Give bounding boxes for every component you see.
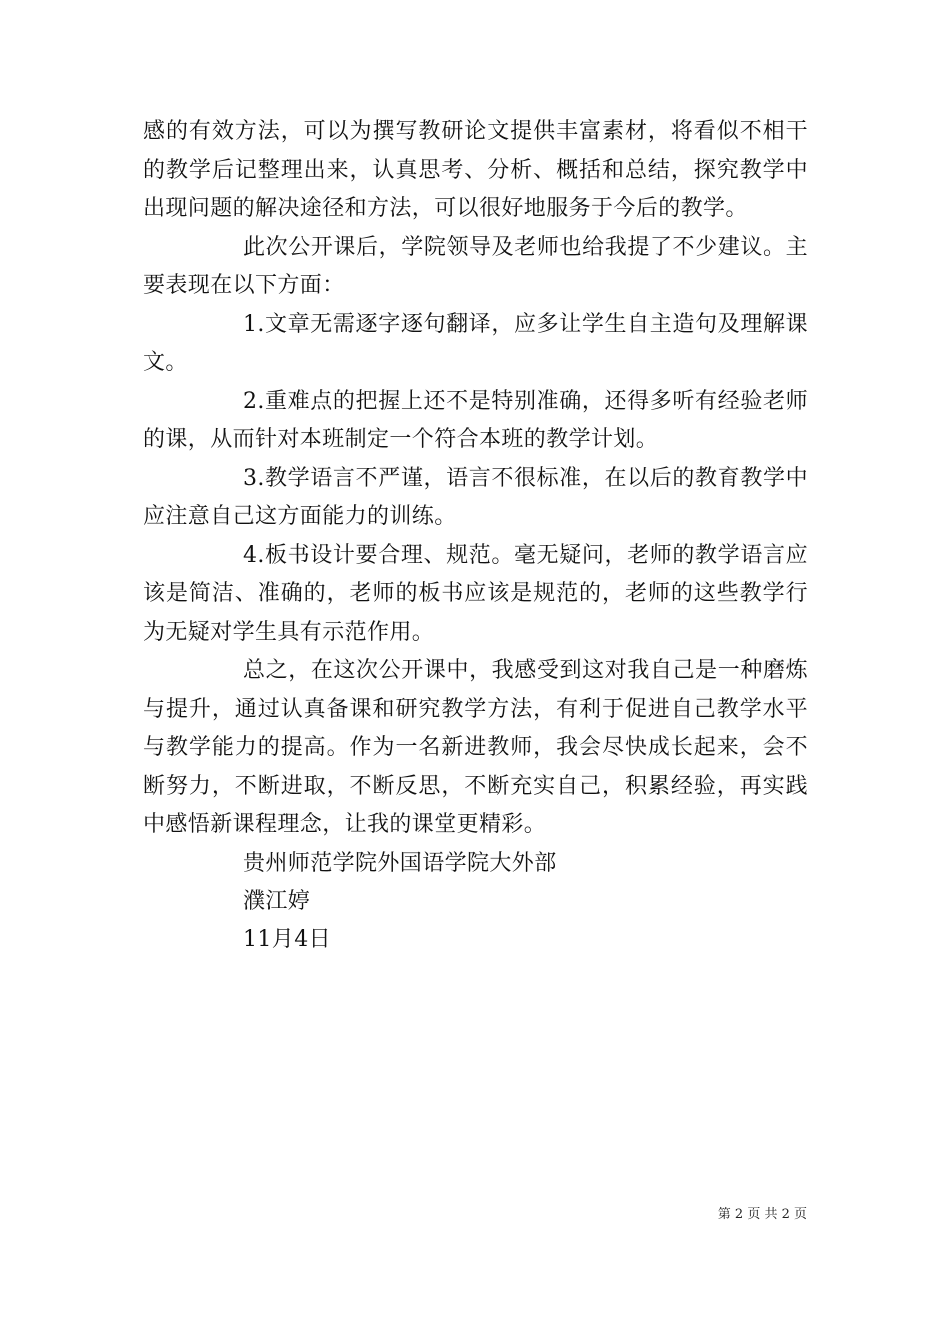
signature-name: 濮江婷 xyxy=(243,888,311,914)
paragraph-suggestions-intro: 此次公开课后，学院领导及老师也给我提了不少建议。主要表现在以下方面： xyxy=(143,234,808,298)
suggestion-item-2: 2.重难点的把握上还不是特别准确，还得多听有经验老师的课，从而针对本班制定一个符合本班的教学计划。 xyxy=(143,388,808,452)
document-body xyxy=(143,113,808,959)
signature-organization: 贵州师范学院外国语学院大外部 xyxy=(243,850,557,876)
paragraph-continuation: 感的有效方法，可以为撰写教研论文提供丰富素材，将看似不相干的教学后记整理出来，认真思考、分析、概括和总结，探究教学中出现问题的解决途径和方法，可以很好地服务于今后的教学。 xyxy=(143,119,808,221)
signature-date: 11月4日 xyxy=(243,926,331,952)
suggestion-item-4: 4.板书设计要合理、规范。毫无疑问，老师的教学语言应该是简洁、准确的，老师的板书应该是规范的，老师的这些教学行为无疑对学生具有示范作用。 xyxy=(143,542,808,645)
page-number: 第 2 页 共 2 页 xyxy=(717,1207,807,1222)
paragraph-conclusion: 总之，在这次公开课中，我感受到这对我自己是一种磨炼与提升，通过认真备课和研究教学方法，有利于促进自己教学水平与教学能力的提高。作为一名新进教师，我会尽快成长起来，会不断努力，不断进取，不断反思，不断充实自己，积累经验，再实践中感悟新课程理念，让我的课堂更精彩。 xyxy=(143,658,808,837)
suggestion-item-1: 1.文章无需逐字逐句翻译，应多让学生自主造句及理解课文。 xyxy=(143,311,808,375)
suggestion-item-3: 3.教学语言不严谨，语言不很标准，在以后的教育教学中应注意自己这方面能力的训练。 xyxy=(143,465,808,529)
